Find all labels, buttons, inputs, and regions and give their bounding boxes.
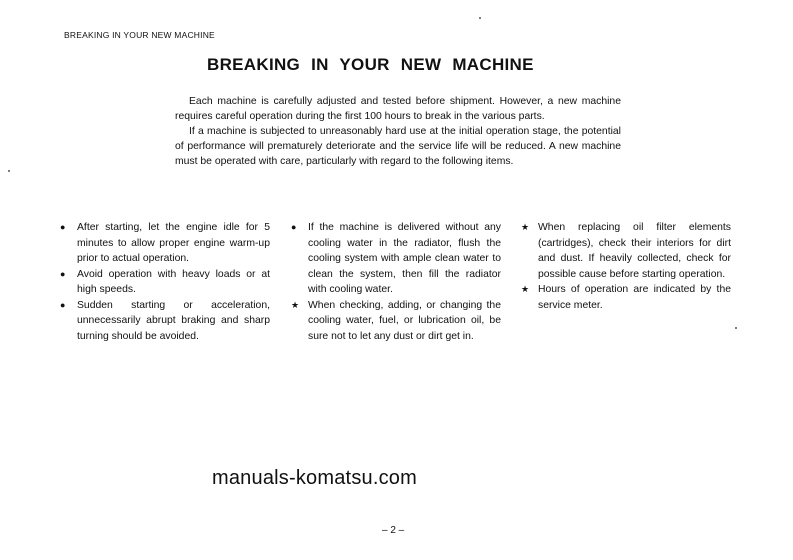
list-item-text: When checking, adding, or changing the cooling water, fuel, or lubrication oil, be sure not to let any dust or dirt get in. — [308, 299, 501, 342]
list-item-text: After starting, let the engine idle for 5 minutes to allow proper engine warm-up prior to actual operation. — [77, 222, 270, 264]
website-watermark: manuals-komatsu.com — [212, 467, 417, 489]
star-icon: ★ — [291, 299, 300, 310]
intro-paragraph-1: Each machine is carefully adjusted and tested before shipment. However, a new machine requires careful operation during the first 100 hours to break in the various parts. — [175, 96, 621, 122]
items-column-1 — [60, 220, 270, 344]
bullet-icon: ● — [60, 268, 66, 279]
items-column-3 — [521, 220, 731, 313]
scan-speck — [479, 17, 481, 19]
list-item-text: When replacing oil filter elements (cartridges), check their interiors for dirt and dust. If heavily collected, check for possible cause before starting operation. — [538, 222, 731, 280]
list-item — [521, 282, 731, 313]
page-number: – 2 – — [382, 525, 405, 536]
list-item — [60, 220, 270, 267]
page-title: BREAKING IN YOUR NEW MACHINE — [207, 55, 534, 74]
items-column-2 — [291, 220, 501, 344]
scan-speck — [8, 170, 10, 172]
list-item-text: Hours of operation are indicated by the service meter. — [538, 284, 731, 311]
intro-paragraph-2: If a machine is subjected to unreasonably hard use at the initial operation stage, the potential of performance will prematurely deteriorate and the service life will be reduced. A new machine must be operated with care, particularly with regard to the following items. — [175, 126, 621, 167]
list-item — [521, 220, 731, 282]
star-icon: ★ — [521, 284, 530, 294]
bullet-icon: ● — [60, 299, 66, 310]
running-header: BREAKING IN YOUR NEW MACHINE — [64, 30, 215, 40]
intro-text — [175, 94, 621, 169]
list-item — [291, 298, 501, 345]
list-item — [60, 298, 270, 345]
list-item-text: Avoid operation with heavy loads or at high speeds. — [77, 268, 270, 295]
list-item-text: If the machine is delivered without any cooling water in the radiator, flush the cooling system with ample clean water to clean the system, then fill the radiator with cooling water. — [308, 222, 501, 295]
bullet-icon: ● — [291, 222, 297, 232]
star-icon: ★ — [521, 222, 530, 232]
list-item — [60, 267, 270, 298]
scan-speck — [735, 327, 737, 329]
bullet-icon: ● — [60, 222, 66, 232]
list-item — [291, 220, 501, 298]
list-item-text: Sudden starting or acceleration, unnecessarily abrupt braking and sharp turning should be avoided. — [77, 299, 270, 342]
